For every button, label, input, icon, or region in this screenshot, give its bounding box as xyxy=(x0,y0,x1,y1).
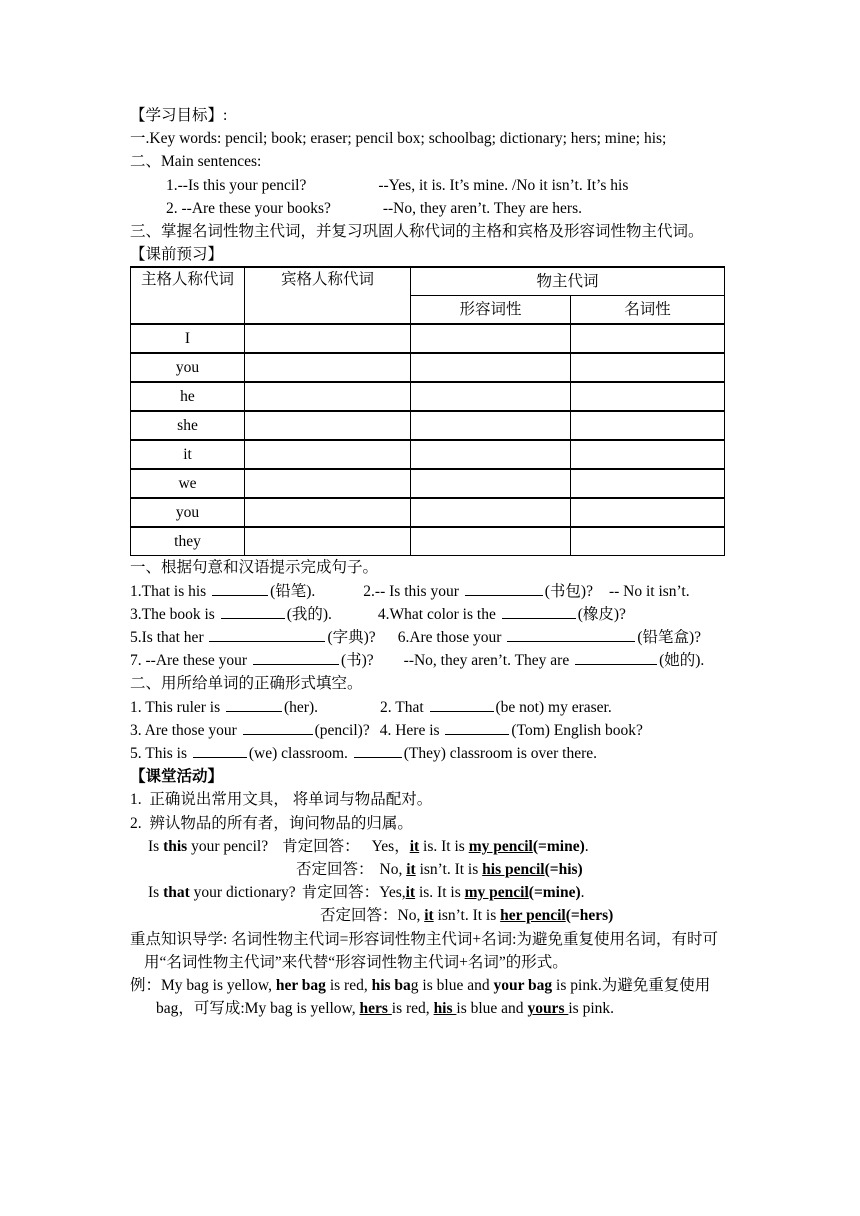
dialogue-1: Is this your pencil? 肯定回答： Yes，it is. It is my pencil(=mine). xyxy=(148,837,589,855)
blank-cell[interactable] xyxy=(571,324,725,353)
answer-blank[interactable] xyxy=(354,743,402,758)
sentence-2 xyxy=(130,197,732,220)
answer-blank[interactable] xyxy=(253,650,339,665)
answer-blank[interactable] xyxy=(465,581,543,596)
row-pronoun: she xyxy=(131,411,245,440)
blank-cell[interactable] xyxy=(411,411,571,440)
ex1-line-1: 1.That is his (铅笔). 2.-- Is this your (书包)? -- No it isn’t. xyxy=(130,582,690,600)
row-pronoun: we xyxy=(131,469,245,498)
example-note: 例：My bag is yellow, her bag is red, his bag is blue and your bag is pink.为避免重复使用 bag，可写成:My bag is yellow, hers is red, his is blue and yours is pink. xyxy=(130,977,711,1018)
answer-blank[interactable] xyxy=(445,720,509,735)
blank-cell[interactable] xyxy=(245,353,411,382)
answer-blank[interactable] xyxy=(502,604,576,619)
exercise-1-title: 一、根据句意和汉语提示完成句子。 xyxy=(130,559,379,577)
blank-cell[interactable] xyxy=(571,527,725,556)
main-sentences-label: 二、Main sentences: xyxy=(130,153,262,171)
blank-cell[interactable] xyxy=(571,382,725,411)
answer-blank[interactable] xyxy=(226,697,282,712)
keywords-line: 一.Key words: pencil; book; eraser; pencil box; schoolbag; dictionary; hers; mine; his; xyxy=(130,130,667,148)
blank-cell[interactable] xyxy=(411,440,571,469)
row-pronoun: he xyxy=(131,382,245,411)
worksheet-page xyxy=(130,104,732,1020)
ex1-line-3: 5.Is that her (字典)? 6.Are those your (铅笔盒)? xyxy=(130,629,702,647)
objective-third: 三、掌握名词性物主代词，并复习巩固人称代词的主格和宾格及形容词性物主代词。 xyxy=(130,223,704,241)
answer-blank[interactable] xyxy=(212,581,268,596)
row-pronoun: you xyxy=(131,353,245,382)
blank-cell[interactable] xyxy=(571,353,725,382)
ex1-line-2: 3.The book is (我的). 4.What color is the (橡皮)? xyxy=(130,605,626,623)
blank-cell[interactable] xyxy=(571,440,725,469)
blank-cell[interactable] xyxy=(245,469,411,498)
blank-cell[interactable] xyxy=(571,469,725,498)
answer-blank[interactable] xyxy=(209,627,325,642)
activity-item-2: 2. 辨认物品的所有者，询问物品的归属。 xyxy=(130,814,413,832)
dialogue-4: 否定回答：No, it isn’t. It is her pencil(=hers) xyxy=(320,907,614,925)
header-possessive: 物主代词 xyxy=(411,267,725,296)
blank-cell[interactable] xyxy=(245,527,411,556)
row-pronoun: you xyxy=(131,498,245,527)
exercise-2-title: 二、用所给单词的正确形式填空。 xyxy=(130,675,363,693)
ex2-line-1: 1. This ruler is (her). 2. That (be not) my eraser. xyxy=(130,698,612,716)
pronoun-table xyxy=(130,266,725,556)
row-pronoun: they xyxy=(131,527,245,556)
blank-cell[interactable] xyxy=(571,411,725,440)
answer-blank[interactable] xyxy=(575,650,657,665)
ex2-line-2: 3. Are those your (pencil)? 4. Here is (Tom) English book? xyxy=(130,721,643,739)
header-subject: 主格人称代词 xyxy=(131,267,245,324)
blank-cell[interactable] xyxy=(411,527,571,556)
activity-heading: 【课堂活动】 xyxy=(130,768,224,786)
header-adjective: 形容词性 xyxy=(411,296,571,325)
blank-cell[interactable] xyxy=(245,440,411,469)
header-object: 宾格人称代词 xyxy=(245,267,411,324)
answer-blank[interactable] xyxy=(221,604,285,619)
sentence-2-answer: --No, they aren’t. They are hers. xyxy=(382,199,582,217)
dialogue-2: 否定回答： No, it isn’t. It is his pencil(=his) xyxy=(296,861,583,879)
sentence-1-answer: --Yes, it is. It’s mine. /No it isn’t. It’s his xyxy=(378,176,629,194)
preview-heading: 【课前预习】 xyxy=(130,246,224,264)
blank-cell[interactable] xyxy=(411,469,571,498)
blank-cell[interactable] xyxy=(411,498,571,527)
answer-blank[interactable] xyxy=(243,720,313,735)
blank-cell[interactable] xyxy=(245,324,411,353)
activity-item-1: 1. 正确说出常用文具， 将单词与物品配对。 xyxy=(130,791,433,809)
sentence-2-question: 2. --Are these your books? xyxy=(166,199,331,217)
ex1-line-4: 7. --Are these your (书)? --No, they aren’t. They are (她的). xyxy=(130,652,705,670)
ex2-line-3: 5. This is (we) classroom. (They) classroom is over there. xyxy=(130,745,598,763)
objectives-heading: 【学习目标】: xyxy=(130,107,228,124)
row-pronoun: it xyxy=(131,440,245,469)
blank-cell[interactable] xyxy=(571,498,725,527)
row-pronoun: I xyxy=(131,324,245,353)
blank-cell[interactable] xyxy=(245,382,411,411)
key-point-note: 重点知识导学: 名词性物主代词=形容词性物主代词+名词:为避免重复使用名词，有时可用“名词性物主代词”来代替“形容词性物主代词+名词”的形式。 xyxy=(130,930,718,971)
blank-cell[interactable] xyxy=(245,498,411,527)
sentence-1-question: 1.--Is this your pencil? xyxy=(166,176,307,194)
answer-blank[interactable] xyxy=(507,627,635,642)
blank-cell[interactable] xyxy=(411,353,571,382)
blank-cell[interactable] xyxy=(411,324,571,353)
blank-cell[interactable] xyxy=(411,382,571,411)
dialogue-3: Is that your dictionary? 肯定回答：Yes,it is. It is my pencil(=mine). xyxy=(148,884,585,902)
sentence-1 xyxy=(130,174,732,197)
answer-blank[interactable] xyxy=(193,743,247,758)
blank-cell[interactable] xyxy=(245,411,411,440)
header-noun: 名词性 xyxy=(571,296,725,325)
answer-blank[interactable] xyxy=(430,697,494,712)
